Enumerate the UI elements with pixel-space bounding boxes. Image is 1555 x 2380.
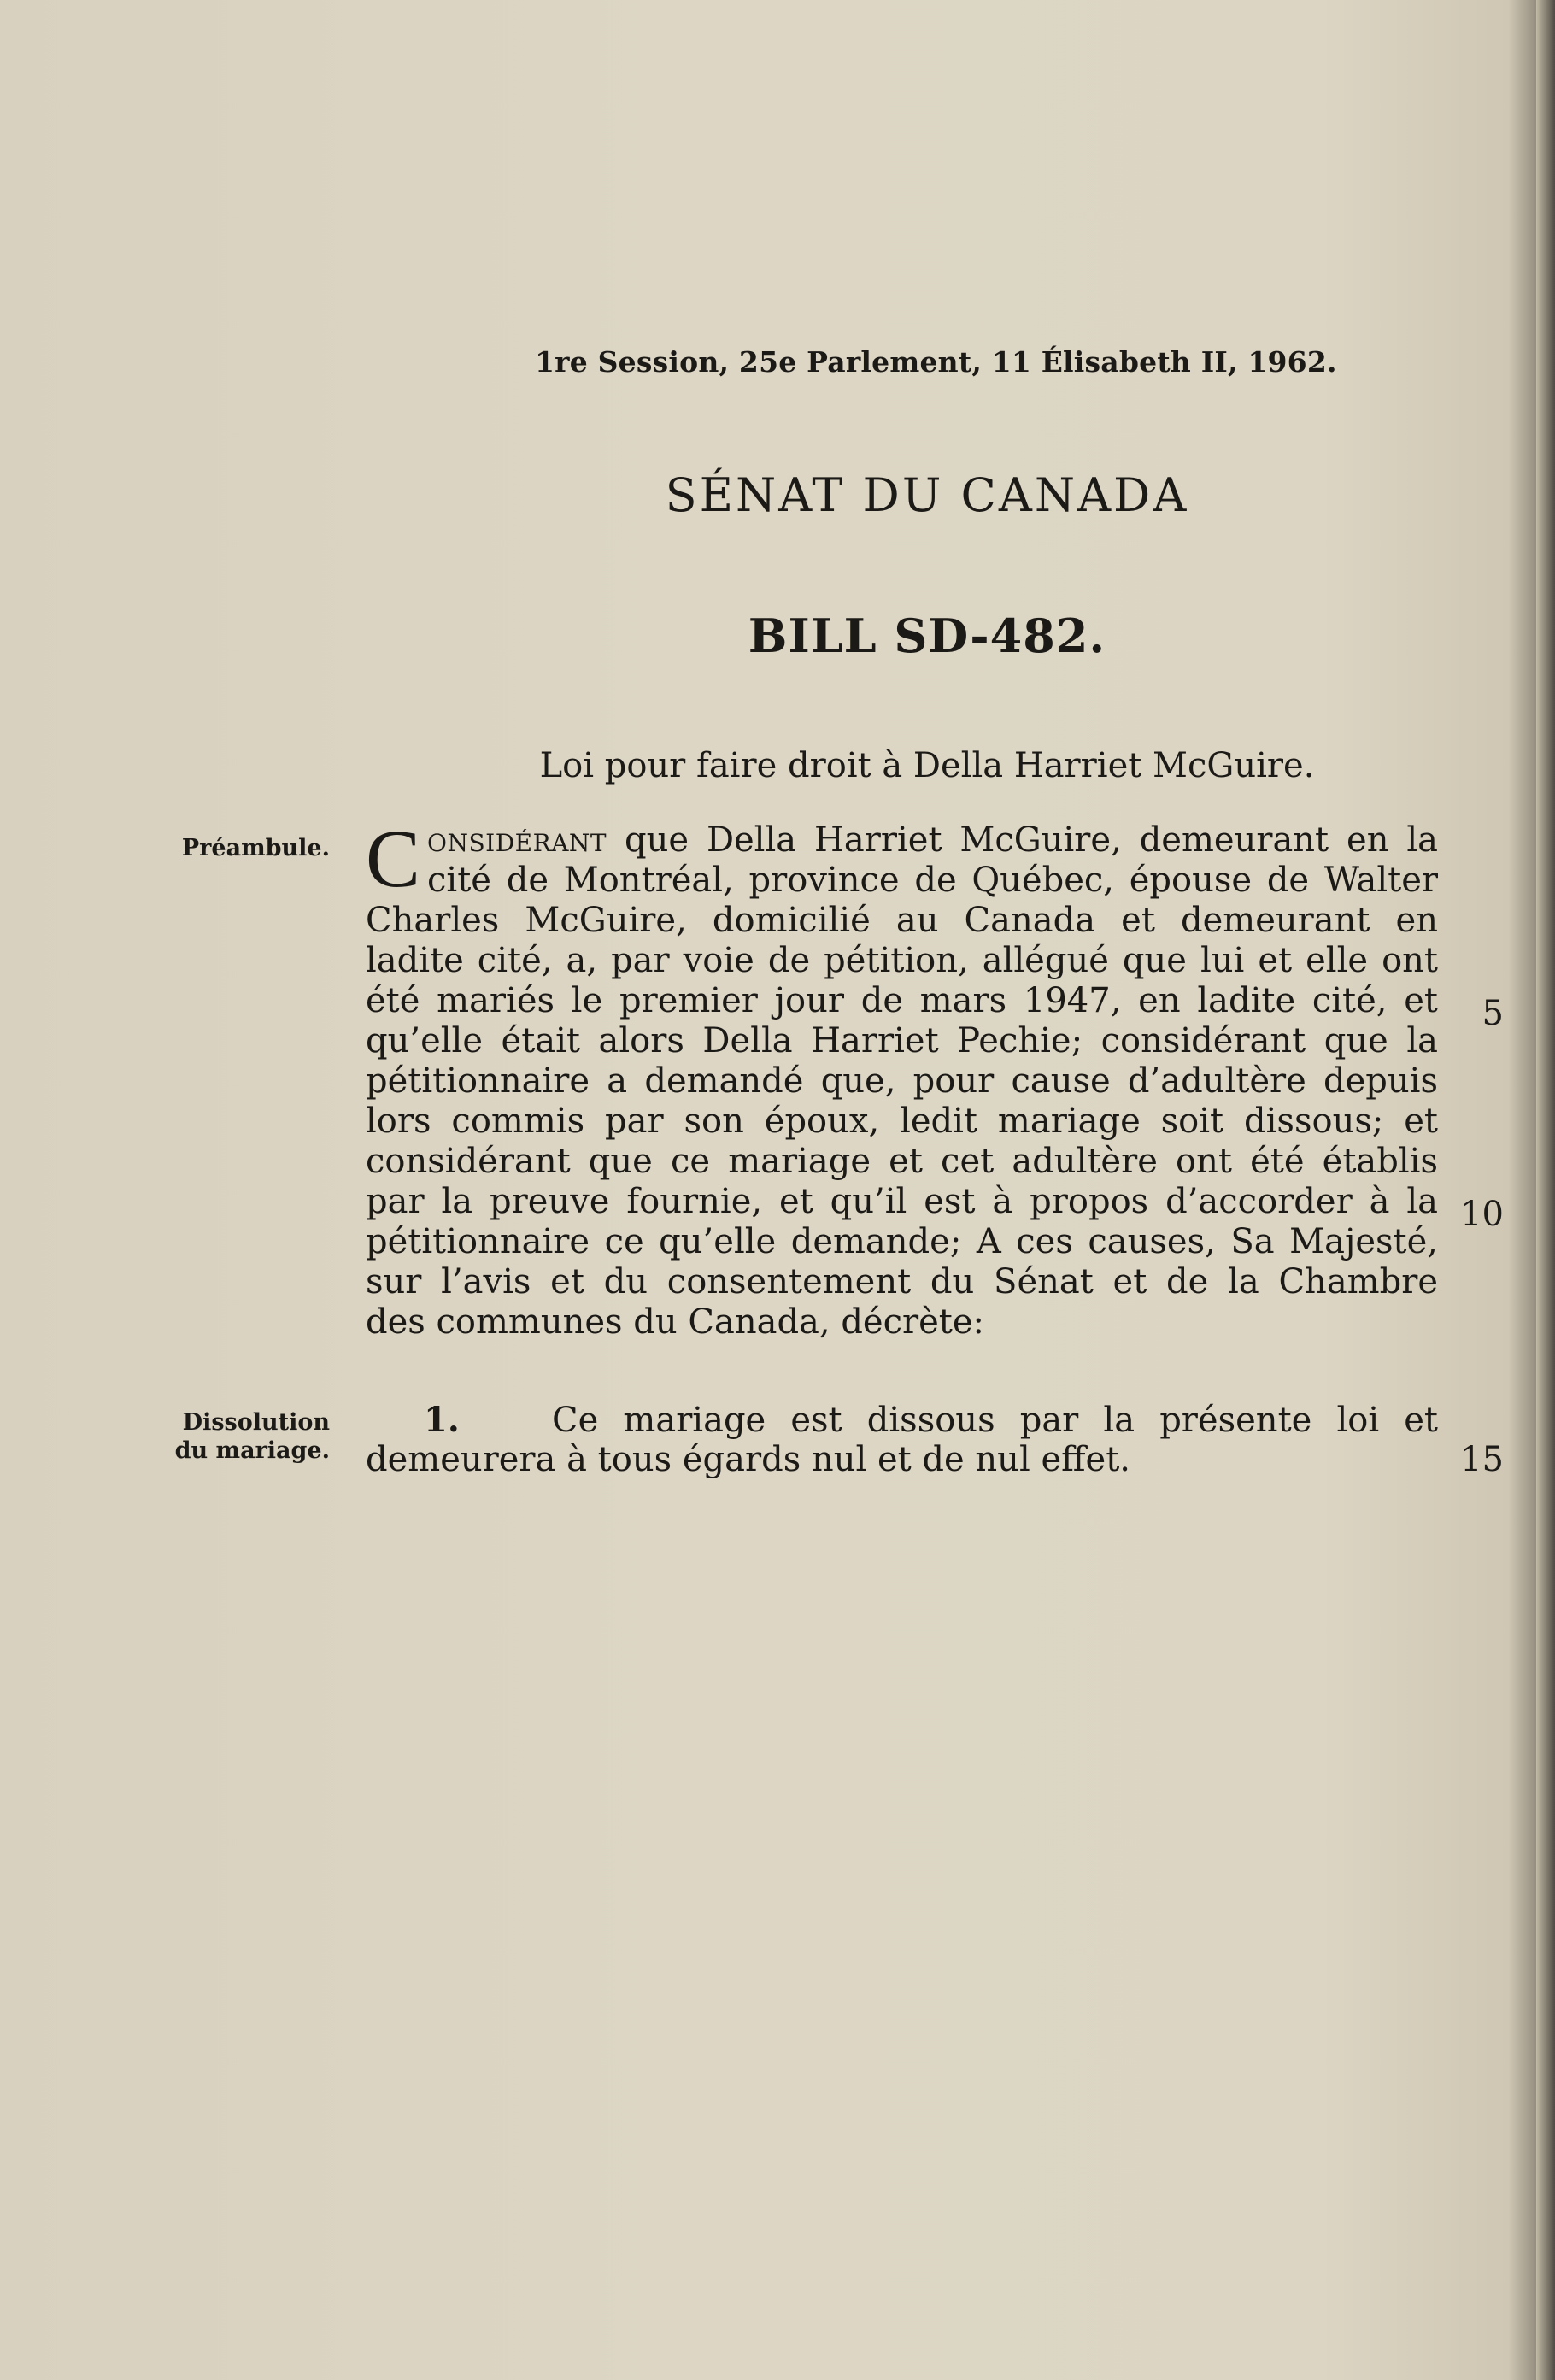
preamble-line-4: ladite cité, a, par voie de pétition, allégué que lui et elle ont: [366, 941, 1438, 980]
margin-note-dissolution-line1: Dissolution: [182, 1409, 330, 1436]
preamble-line-9: considérant que ce mariage et cet adultère ont été établis: [366, 1142, 1438, 1181]
preamble-line-10: par la preuve fournie, et qu’il est à propos d’accorder à la: [366, 1182, 1438, 1221]
preamble-paragraph: [366, 813, 1438, 1343]
session-line: 1re Session, 25e Parlement, 11 Élisabeth II, 1962.: [535, 345, 1337, 379]
preamble-line-11: pétitionnaire ce qu’elle demande; A ces causes, Sa Majesté,: [366, 1222, 1438, 1261]
preamble-line-6: qu’elle était alors Della Harriet Pechie; considérant que la: [366, 1021, 1438, 1061]
preamble-line-3: Charles McGuire, domicilié au Canada et demeurant en: [366, 901, 1438, 940]
preamble-line-13: des communes du Canada, décrète:: [366, 1302, 985, 1342]
preamble-line-5: été mariés le premier jour de mars 1947, en ladite cité, et: [366, 981, 1438, 1020]
article-1-line-1: [366, 1400, 1438, 1440]
line-number-5: 5: [1482, 994, 1504, 1033]
senate-title: SÉNAT DU CANADA: [665, 468, 1189, 522]
preamble-line-1: [366, 820, 1438, 861]
line-number-10: 10: [1460, 1195, 1504, 1234]
article-1-line-2: demeurera à tous égards nul et de nul effet.: [366, 1440, 1130, 1479]
margin-note-dissolution: [159, 1408, 330, 1465]
bill-title: Loi pour faire droit à Della Harriet McGuire.: [539, 746, 1315, 785]
article-1-paragraph: [366, 1400, 1438, 1480]
margin-note-preamble: Préambule.: [181, 835, 330, 861]
margin-note-dissolution-line2: du mariage.: [174, 1437, 330, 1464]
line-number-15: 15: [1460, 1440, 1504, 1479]
preamble-line-12: sur l’avis et du consentement du Sénat et de la Chambre: [366, 1262, 1438, 1302]
preamble-line-1-text: que Della Harriet McGuire, demeurant en la: [607, 820, 1438, 860]
preamble-line-7: pétitionnaire a demandé que, pour cause d’adultère depuis: [366, 1061, 1438, 1101]
preamble-line-2: cité de Montréal, province de Québec, épouse de Walter: [427, 861, 1438, 900]
preamble-first-word: onsidérant: [427, 820, 607, 860]
preamble-line-8: lors commis par son époux, ledit mariage soit dissous; et: [366, 1102, 1438, 1141]
article-number: 1.: [424, 1400, 460, 1440]
dropcap-letter: C: [366, 813, 421, 904]
article-1-line-1-text: Ce mariage est dissous par la présente loi et: [552, 1401, 1438, 1440]
bill-number: BILL SD-482.: [748, 608, 1106, 663]
